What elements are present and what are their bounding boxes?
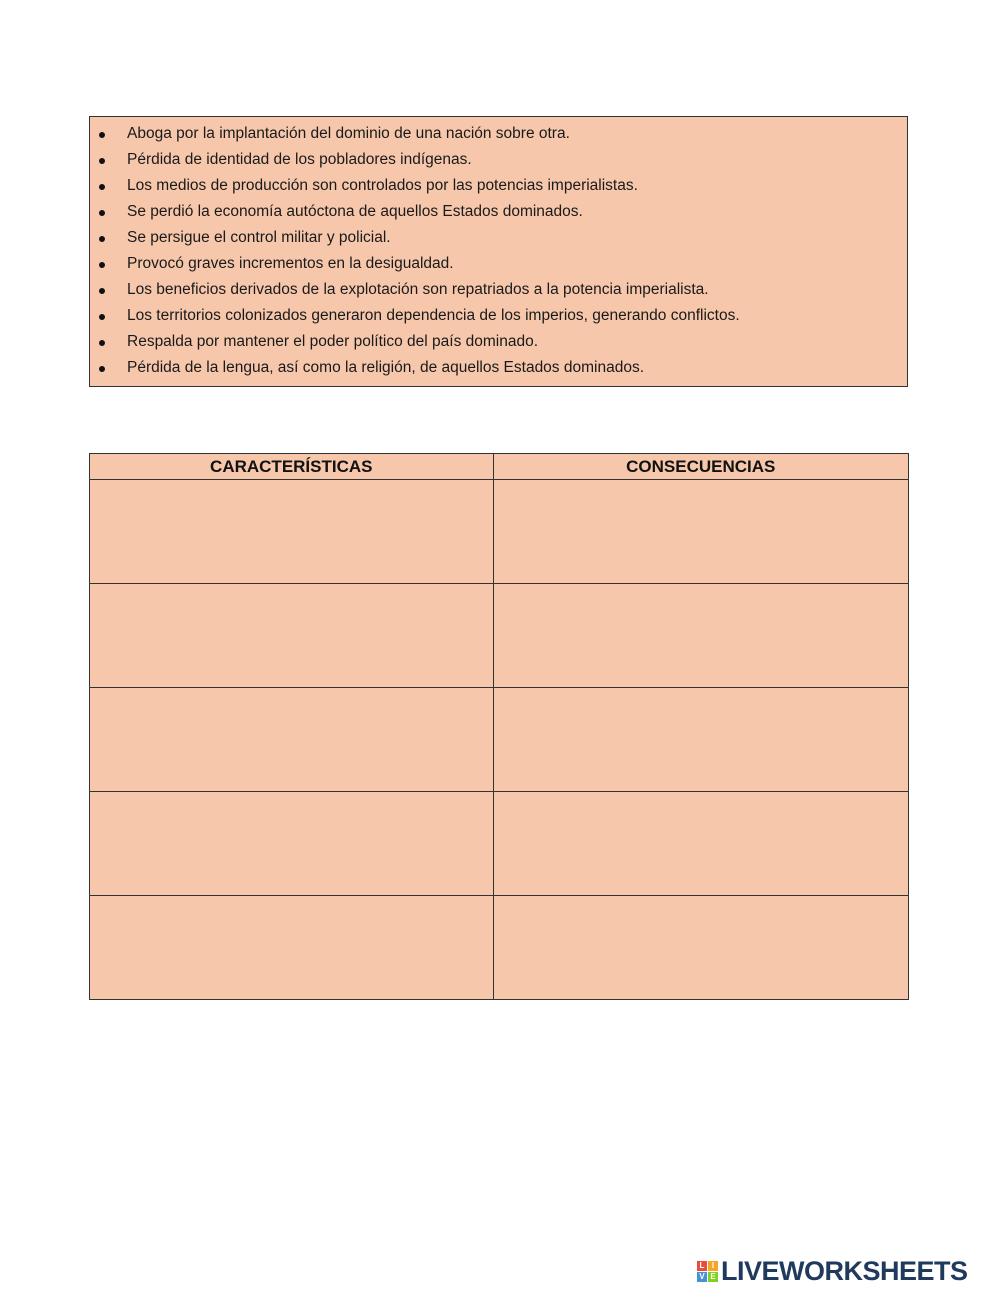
statements-box [89,116,908,387]
answer-table [89,453,909,1000]
statement-text: Aboga por la implantación del dominio de una nación sobre otra. [127,125,570,142]
statement-text: Los territorios colonizados generaron dependencia de los imperios, generando conflictos. [127,307,740,324]
drop-zone-caracteristicas[interactable] [90,792,494,896]
table-row [90,688,909,792]
bullet-icon [99,314,105,320]
statement-item[interactable] [90,329,907,355]
drop-zone-caracteristicas[interactable] [90,688,494,792]
statement-item[interactable] [90,147,907,173]
table-row [90,792,909,896]
header-consecuencias: CONSECUENCIAS [493,454,908,480]
statement-item[interactable] [90,225,907,251]
statement-text: Se perdió la economía autóctona de aquellos Estados dominados. [127,203,583,220]
statement-item[interactable] [90,355,907,381]
bullet-icon [99,210,105,216]
drop-zone-consecuencias[interactable] [493,480,908,584]
statement-item[interactable] [90,121,907,147]
liveworksheets-logo-icon [697,1261,718,1282]
bullet-icon [99,288,105,294]
statement-item[interactable] [90,251,907,277]
header-caracteristicas: CARACTERÍSTICAS [90,454,494,480]
liveworksheets-brand [697,1254,968,1288]
statement-item[interactable] [90,173,907,199]
bullet-icon [99,236,105,242]
drop-zone-caracteristicas[interactable] [90,896,494,1000]
table-row [90,480,909,584]
statement-text: Se persigue el control militar y policial. [127,229,391,246]
drop-zone-consecuencias[interactable] [493,584,908,688]
statement-text: Pérdida de la lengua, así como la religión, de aquellos Estados dominados. [127,359,644,376]
table-row [90,584,909,688]
statement-text: Los medios de producción son controlados por las potencias imperialistas. [127,177,638,194]
bullet-icon [99,366,105,372]
logo-cell-v: V [697,1272,707,1282]
table-header-row [90,454,909,480]
bullet-icon [99,184,105,190]
drop-zone-caracteristicas[interactable] [90,584,494,688]
brand-text: LIVEWORKSHEETS [721,1255,968,1286]
statement-text: Los beneficios derivados de la explotación son repatriados a la potencia imperialista. [127,281,709,298]
bullet-icon [99,262,105,268]
statement-text: Provocó graves incrementos en la desigualdad. [127,255,454,272]
logo-cell-e: E [708,1272,718,1282]
statement-text: Respalda por mantener el poder político del país dominado. [127,333,539,350]
table-row [90,896,909,1000]
bullet-icon [99,340,105,346]
statement-item[interactable] [90,277,907,303]
logo-cell-i: I [708,1261,718,1271]
drop-zone-caracteristicas[interactable] [90,480,494,584]
statement-text: Pérdida de identidad de los pobladores indígenas. [127,151,472,168]
logo-cell-l: L [697,1261,707,1271]
drop-zone-consecuencias[interactable] [493,896,908,1000]
statement-item[interactable] [90,303,907,329]
drop-zone-consecuencias[interactable] [493,688,908,792]
bullet-icon [99,158,105,164]
statement-item[interactable] [90,199,907,225]
drop-zone-consecuencias[interactable] [493,792,908,896]
bullet-icon [99,132,105,138]
statements-list [90,117,907,381]
